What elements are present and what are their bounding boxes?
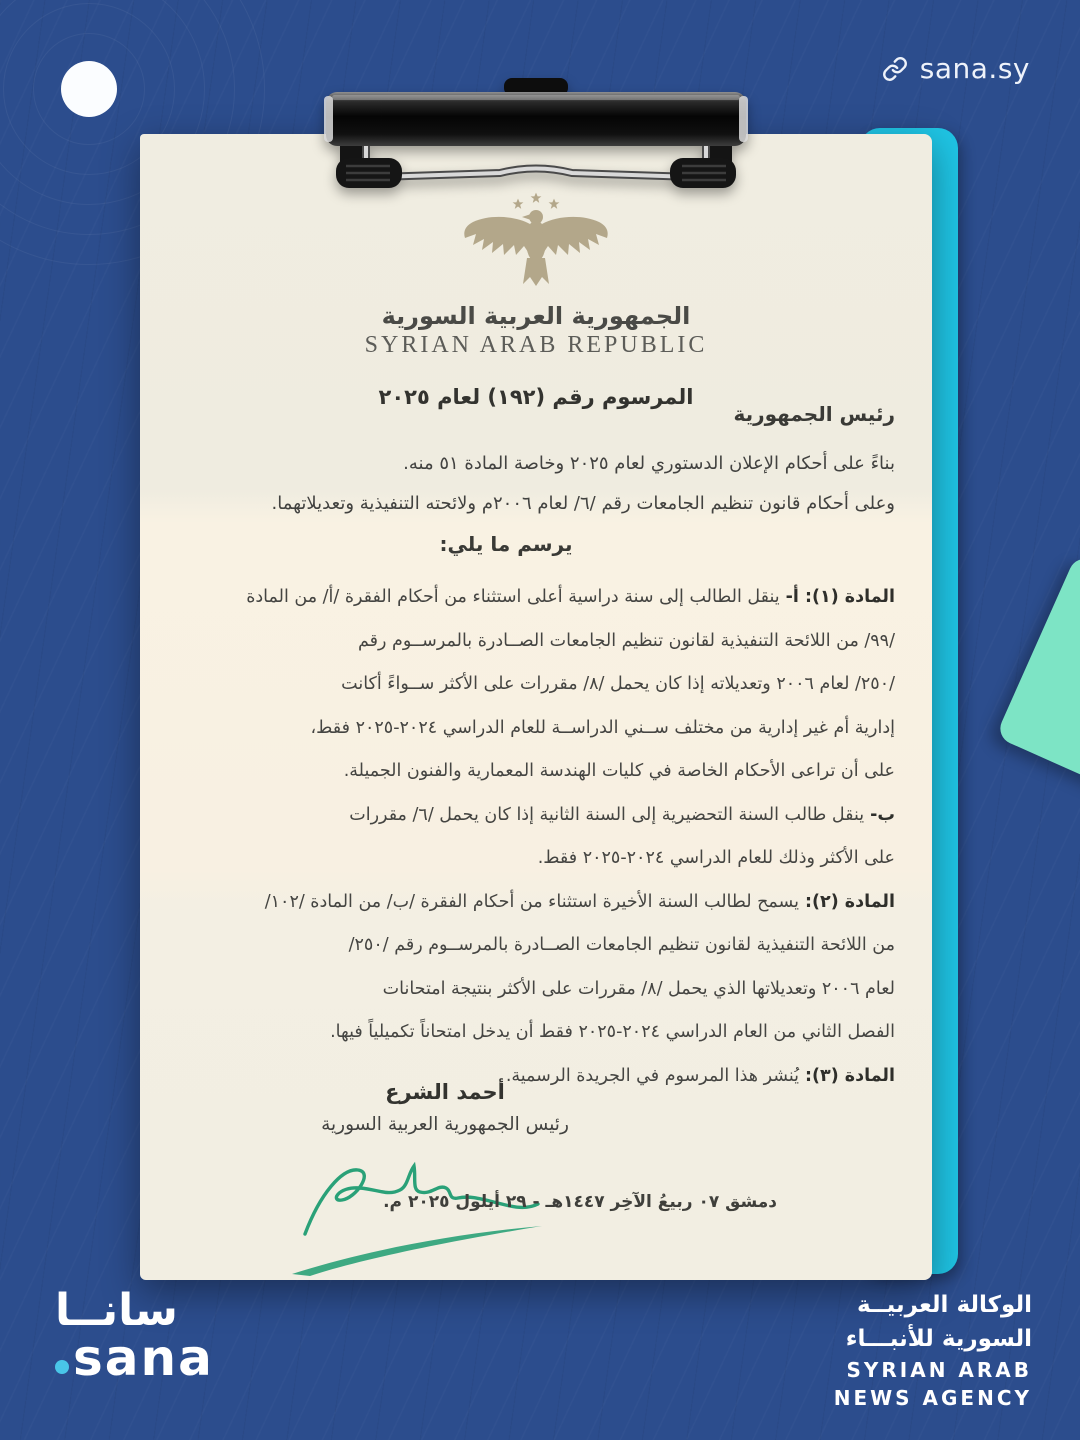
decree-dateline: دمشق ٠٧ ربيعُ الآخِر ١٤٤٧هـ - ٢٩ أيلول ٢٠٢٥ م. — [383, 1192, 777, 1212]
sana-logo-arabic: سانــا — [55, 1285, 178, 1336]
decree-body-line: المادة (٣):يُنشر هذا المرسوم في الجريدة الرسمية. — [505, 1065, 895, 1086]
decree-body-line: /٩٩/ من اللائحة التنفيذية لقانون تنظيم الجامعات الصــادرة بالمرســوم رقم — [358, 630, 895, 651]
decree-body-line: المادة (٢):يسمح لطالب السنة الأخيرة استثناء من أحكام الفقرة /ب/ من المادة /١٠٢/ — [264, 891, 895, 912]
link-icon — [882, 56, 908, 82]
sana-logo-latin: sana — [73, 1329, 214, 1387]
decree-body-line: من اللائحة التنفيذية لقانون تنظيم الجامعات الصــادرة بالمرســوم رقم /٢٥٠/ — [348, 935, 895, 955]
decree-body-line: الفصل الثاني من العام الدراسي ٢٠٢٤-٢٠٢٥ فقط أن يدخل امتحاناً تكميلياً فيها. — [330, 1022, 895, 1042]
issuer-title: رئيس الجمهورية — [733, 402, 895, 426]
preamble-line: بناءً على أحكام الإعلان الدستوري لعام ٢٠٢٥ وخاصة المادة ٥١ منه. — [403, 453, 895, 474]
decree-document — [140, 134, 932, 1280]
agency-name-arabic-line2: السورية للأنبـــاء — [845, 1326, 1032, 1352]
decree-body-line: /٢٥٠/ لعام ٢٠٠٦ وتعديلاته إذا كان يحمل /٨/ مقررات على الأكثر ســواءً أكانت — [341, 674, 895, 694]
website-link[interactable] — [882, 52, 1030, 85]
decree-body — [177, 576, 895, 1098]
signature-block — [310, 1080, 580, 1135]
logo-dot-icon — [55, 1360, 69, 1374]
preamble-line: وعلى أحكام قانون تنظيم الجامعات رقم /٦/ لعام ٢٠٠٦م ولائحته التنفيذية وتعديلاتهما. — [271, 493, 895, 514]
decree-body-line: إدارية أم غير إدارية من مختلف ســني الدراســة للعام الدراسي ٢٠٢٤-٢٠٢٥ فقط، — [310, 717, 895, 738]
signatory-name: أحمد الشرع — [385, 1080, 505, 1104]
enactment-heading: يرسم ما يلي: — [439, 532, 573, 556]
site-link-label: sana.sy — [919, 52, 1030, 85]
decree-body-line: على الأكثر وذلك للعام الدراسي ٢٠٢٤-٢٠٢٥ فقط. — [537, 848, 895, 868]
agency-name-english-line2: NEWS AGENCY — [833, 1386, 1032, 1410]
signatory-title: رئيس الجمهورية العربية السورية — [321, 1114, 569, 1135]
decree-body-line: المادة (١): أ-ينقل الطالب إلى سنة دراسية أعلى استثناء من أحكام الفقرة /أ/ من المادة — [246, 587, 895, 607]
mint-paper-corner — [995, 554, 1080, 830]
white-dot-decoration — [61, 61, 117, 117]
agency-name-english-line1: SYRIAN ARAB — [846, 1358, 1032, 1382]
country-name-arabic: الجمهورية العربية السورية — [381, 302, 691, 330]
decree-title: المرسوم رقم (١٩٢) لعام ٢٠٢٥ — [378, 385, 694, 409]
decree-body-line: لعام ٢٠٠٦ وتعديلاتها الذي يحمل /٨/ مقررات على الأكثر بنتيجة امتحانات — [382, 978, 895, 999]
agency-name-block — [834, 1288, 1032, 1412]
sana-logo — [55, 1285, 214, 1387]
country-name-english: SYRIAN ARAB REPUBLIC — [364, 332, 708, 358]
clipboard-clip — [322, 78, 750, 193]
decree-body-line: على أن تراعى الأحكام الخاصة في كليات الهندسة المعمارية والفنون الجميلة. — [343, 761, 895, 781]
decree-body-line: ب-ينقل طالب السنة التحضيرية إلى السنة الثانية إذا كان يحمل /٦/ مقررات — [349, 804, 895, 825]
decree-preamble — [177, 402, 895, 524]
agency-name-arabic-line1: الوكالة العربيــة — [856, 1292, 1032, 1318]
eagle-emblem-icon — [451, 192, 621, 292]
document-header — [140, 192, 932, 409]
